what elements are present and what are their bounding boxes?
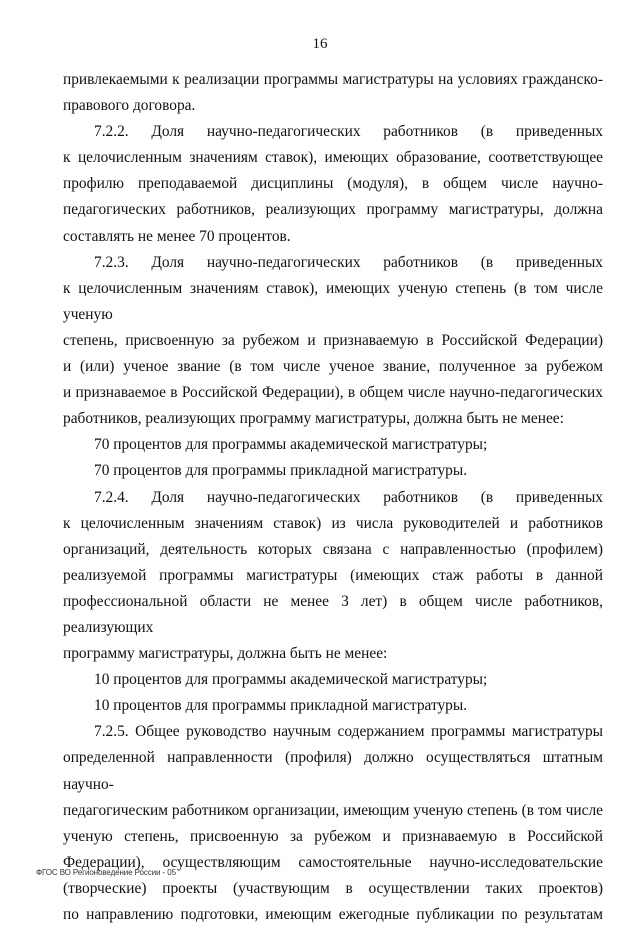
paragraph-line: 70 процентов для программы прикладной магистратуры. [94, 462, 468, 480]
paragraph-line: 10 процентов для программы прикладной магистратуры. [94, 697, 468, 715]
paragraph-line: 7.2.2. Доля научно-педагогических работников (в приведенных [94, 123, 603, 141]
paragraph-line: (творческие) проекты (участвующим в осуществлении таких проектов) [63, 879, 603, 897]
paragraph-line: 7.2.4. Доля научно-педагогических работников (в приведенных [94, 488, 603, 506]
document-body [63, 67, 603, 928]
paragraph-line: к целочисленным значениям ставок), имеющих образование, соответствующее [63, 149, 603, 167]
paragraph-line: ученую степень, присвоенную за рубежом и признаваемую в Российской [63, 827, 603, 845]
paragraph-line: привлекаемыми к реализации программы магистратуры на условиях гражданско- [63, 71, 603, 88]
paragraph-line: педагогических работников, реализующих программу магистратуры, должна [63, 201, 603, 219]
paragraph-line: составлять не менее 70 процентов. [63, 227, 291, 245]
paragraph-line: 10 процентов для программы академической магистратуры; [94, 671, 488, 689]
paragraph-line: и признаваемое в Российской Федерации), в общем числе научно-педагогических [63, 384, 603, 402]
paragraph-line: профилю преподаваемой дисциплины (модуля), в общем числе научно- [63, 175, 603, 193]
page-number: 16 [312, 36, 328, 52]
paragraph-line: организаций, деятельность которых связана с направленностью (профилем) [63, 540, 603, 558]
paragraph-line: Федерации), осуществляющим самостоятельные научно-исследовательские [63, 853, 603, 871]
paragraph-line: к целочисленным значениям ставок) из числа руководителей и работников [63, 514, 603, 532]
paragraph-line: программу магистратуры, должна быть не менее: [63, 645, 388, 663]
paragraph-line: профессиональной области не менее 3 лет) в общем числе работников, реализующих [63, 592, 603, 636]
paragraph-line: по направлению подготовки, имеющим ежегодные публикации по результатам [63, 906, 603, 923]
paragraph-line: педагогическим работником организации, имеющим ученую степень (в том числе [63, 801, 603, 819]
paragraph-line: определенной направленности (профиля) должно осуществляться штатным научно- [63, 749, 603, 793]
paragraph-line: и (или) ученое звание (в том числе ученое звание, полученное за рубежом [63, 358, 603, 376]
paragraph-line: 70 процентов для программы академической магистратуры; [94, 436, 488, 454]
paragraph-line: работников, реализующих программу магистратуры, должна быть не менее: [63, 410, 564, 428]
paragraph-line: степень, присвоенную за рубежом и признаваемую в Российской Федерации) [63, 331, 603, 349]
paragraph-line: реализуемой программы магистратуры (имеющих стаж работы в данной [63, 566, 603, 584]
footer-note: ФГОС ВО Регионоведение России - 05 [36, 868, 176, 877]
paragraph-line: 7.2.5. Общее руководство научным содержанием программы магистратуры [94, 723, 603, 741]
paragraph-line: к целочисленным значениям ставок), имеющих ученую степень (в том числе ученую [63, 279, 603, 323]
paragraph-line: правового договора. [63, 97, 196, 115]
paragraph-line: 7.2.3. Доля научно-педагогических работников (в приведенных [94, 253, 603, 271]
